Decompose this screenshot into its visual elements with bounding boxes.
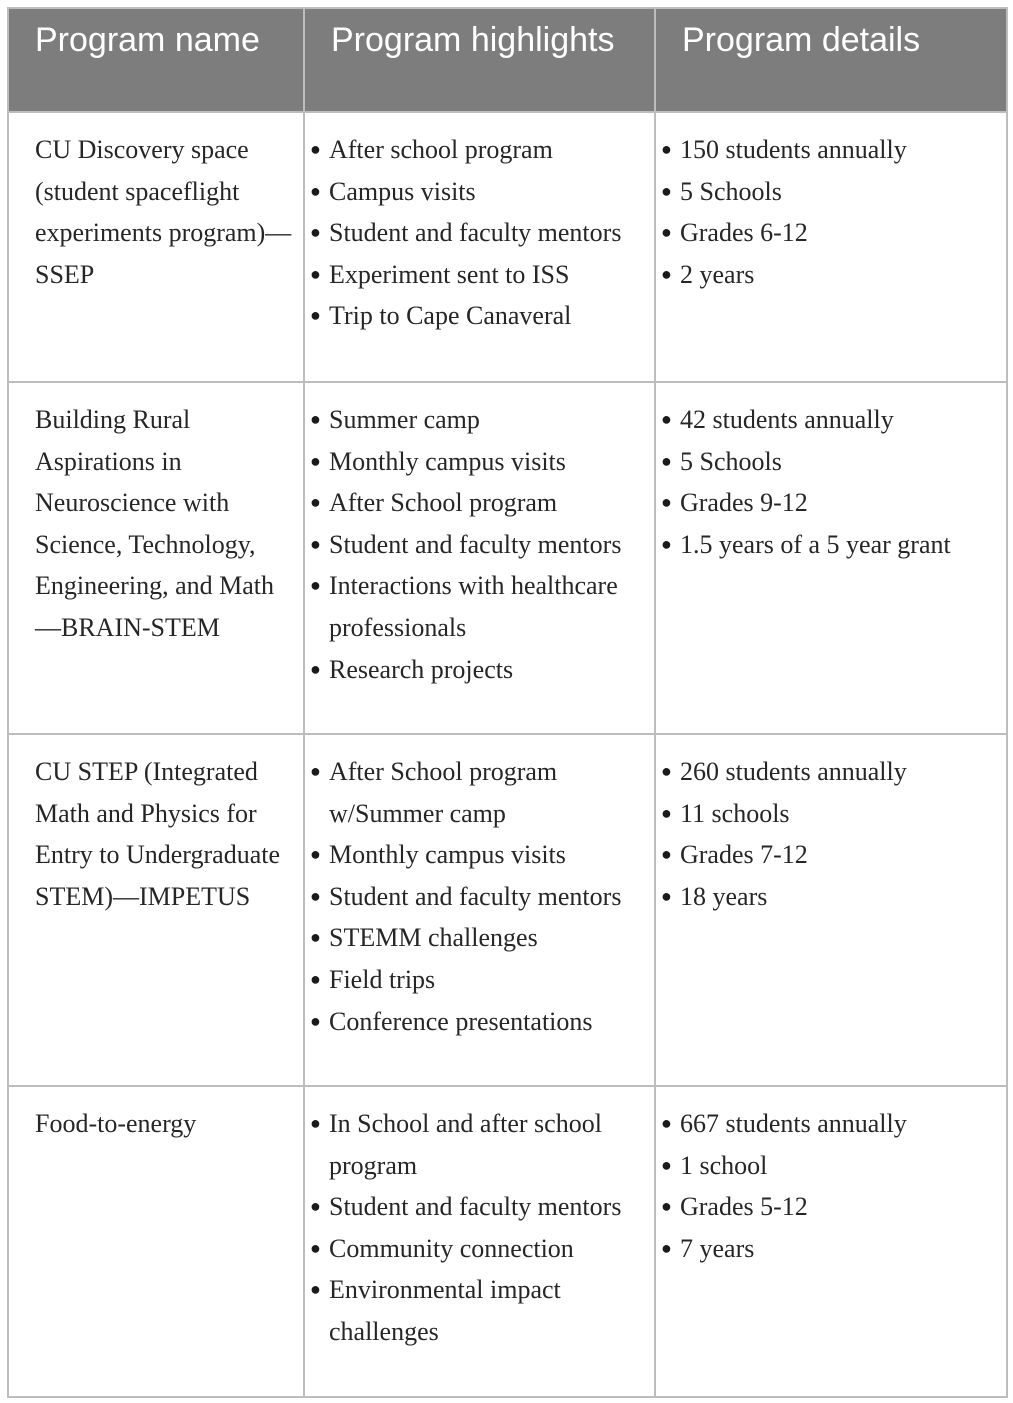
header-program-details: Program details <box>655 8 1007 112</box>
bullet-icon: ● <box>661 1237 672 1258</box>
bullet-icon: ● <box>310 575 321 596</box>
detail-item <box>660 129 996 171</box>
bullet-icon: ● <box>310 180 321 201</box>
bullet-icon: ● <box>661 222 672 243</box>
bullet-icon: ● <box>661 761 672 781</box>
highlight-item-text: Student and faculty mentors <box>329 1192 622 1222</box>
detail-item-text: 5 Schools <box>680 446 782 476</box>
highlight-item-text: Monthly campus visits <box>329 840 566 870</box>
program-name-cell: Building Rural Aspirations in Neuroscience with Science, Technology, Engineering, and Math—BRAIN-STEM <box>8 382 304 734</box>
highlight-item-text: Experiment sent to ISS <box>329 259 570 289</box>
program-highlights-cell <box>304 112 655 382</box>
program-details-cell <box>655 112 1007 382</box>
table-header <box>8 8 1007 112</box>
detail-item <box>660 482 996 524</box>
table-body <box>8 112 1007 1397</box>
detail-item-text: 667 students annually <box>680 1109 907 1138</box>
bullet-icon: ● <box>661 885 672 906</box>
bullet-icon: ● <box>310 968 321 989</box>
detail-item <box>660 1228 996 1270</box>
highlight-item-text: Student and faculty mentors <box>329 218 622 248</box>
highlight-item <box>309 482 644 524</box>
highlight-item-text: After School program <box>329 488 558 518</box>
highlight-item <box>309 649 644 691</box>
highlight-item-text: After School program w/Summer camp <box>329 757 558 828</box>
table-row <box>8 734 1007 1086</box>
highlight-item-text: Monthly campus visits <box>329 446 566 476</box>
detail-item <box>660 1145 996 1187</box>
detail-item <box>660 254 996 296</box>
program-highlights-cell <box>304 1086 655 1397</box>
program-details-cell-list <box>660 129 996 295</box>
programs-table <box>7 7 1008 1398</box>
detail-item-text: Grades 6-12 <box>680 218 808 248</box>
detail-item <box>660 834 996 876</box>
header-row <box>8 8 1007 112</box>
detail-item-text: 1 school <box>680 1150 768 1180</box>
detail-item <box>660 876 996 918</box>
detail-item <box>660 171 996 213</box>
highlight-item-text: Field trips <box>329 964 436 994</box>
program-highlights-cell <box>304 734 655 1086</box>
bullet-icon: ● <box>661 802 672 823</box>
highlight-item <box>309 565 644 648</box>
table-row <box>8 1086 1007 1397</box>
highlight-item <box>309 524 644 566</box>
detail-item-text: 18 years <box>680 881 768 911</box>
bullet-icon: ● <box>310 305 321 326</box>
detail-item-text: Grades 9-12 <box>680 488 808 518</box>
highlight-item <box>309 295 644 337</box>
detail-item-text: 260 students annually <box>680 757 907 786</box>
detail-item-text: 5 Schools <box>680 176 782 206</box>
bullet-icon: ● <box>310 658 321 679</box>
program-name-cell: Food-to-energy <box>8 1086 304 1397</box>
bullet-icon: ● <box>661 139 672 159</box>
bullet-icon: ● <box>661 263 672 284</box>
detail-item <box>660 751 996 793</box>
highlight-item-text: Environmental impact challenges <box>329 1275 561 1346</box>
highlight-item-text: Community connection <box>329 1233 574 1263</box>
bullet-icon: ● <box>661 450 672 471</box>
program-details-cell-list <box>660 399 996 565</box>
bullet-icon: ● <box>661 1113 672 1133</box>
highlight-item-text: Trip to Cape Canaveral <box>329 301 572 331</box>
table-row <box>8 382 1007 734</box>
highlight-item-text: Conference presentations <box>329 1006 593 1036</box>
program-details-cell-list <box>660 1103 996 1269</box>
highlight-item <box>309 876 644 918</box>
highlight-item <box>309 1228 644 1270</box>
highlight-item <box>309 399 644 441</box>
highlight-item <box>309 751 644 834</box>
bullet-icon: ● <box>661 533 672 554</box>
program-details-cell <box>655 1086 1007 1397</box>
header-program-highlights: Program highlights <box>304 8 655 112</box>
detail-item-text: 11 schools <box>680 798 790 828</box>
program-details-cell <box>655 734 1007 1086</box>
highlight-item <box>309 1001 644 1043</box>
bullet-icon: ● <box>661 1154 672 1175</box>
bullet-icon: ● <box>310 1279 321 1300</box>
program-name-cell: CU Discovery space (student spaceflight experiments program)—SSEP <box>8 112 304 382</box>
table-row <box>8 112 1007 382</box>
detail-item <box>660 1103 996 1145</box>
highlight-item-text: In School and after school program <box>329 1109 602 1180</box>
highlight-item <box>309 212 644 254</box>
detail-item-text: 150 students annually <box>680 135 907 164</box>
highlight-item <box>309 1186 644 1228</box>
program-highlights-cell-list <box>309 751 644 1042</box>
highlight-item-text: Summer camp <box>329 405 480 434</box>
bullet-icon: ● <box>310 1113 321 1133</box>
bullet-icon: ● <box>310 761 321 781</box>
bullet-icon: ● <box>310 450 321 471</box>
highlight-item-text: Research projects <box>329 654 514 684</box>
bullet-icon: ● <box>310 844 321 865</box>
bullet-icon: ● <box>310 139 321 159</box>
detail-item-text: 2 years <box>680 259 755 289</box>
highlight-item-text: Student and faculty mentors <box>329 529 622 559</box>
highlight-item <box>309 834 644 876</box>
program-highlights-cell-list <box>309 1103 644 1353</box>
detail-item <box>660 793 996 835</box>
detail-item <box>660 441 996 483</box>
detail-item <box>660 524 996 566</box>
highlight-item <box>309 959 644 1001</box>
detail-item-text: 1.5 years of a 5 year grant <box>680 529 951 559</box>
detail-item <box>660 212 996 254</box>
bullet-icon: ● <box>661 492 672 513</box>
detail-item-text: 42 students annually <box>680 405 894 434</box>
highlight-item <box>309 171 644 213</box>
highlight-item <box>309 129 644 171</box>
bullet-icon: ● <box>310 222 321 243</box>
highlight-item-text: After school program <box>329 135 553 164</box>
program-details-cell-list <box>660 751 996 917</box>
highlight-item <box>309 441 644 483</box>
bullet-icon: ● <box>310 1196 321 1217</box>
bullet-icon: ● <box>310 263 321 284</box>
highlight-item <box>309 1269 644 1352</box>
bullet-icon: ● <box>661 180 672 201</box>
bullet-icon: ● <box>661 409 672 429</box>
bullet-icon: ● <box>310 492 321 513</box>
bullet-icon: ● <box>310 1010 321 1031</box>
highlight-item-text: STEMM challenges <box>329 923 538 953</box>
program-details-cell <box>655 382 1007 734</box>
detail-item-text: 7 years <box>680 1233 755 1263</box>
bullet-icon: ● <box>310 885 321 906</box>
bullet-icon: ● <box>310 927 321 948</box>
highlight-item <box>309 254 644 296</box>
program-highlights-cell <box>304 382 655 734</box>
highlight-item <box>309 917 644 959</box>
program-name-cell: CU STEP (Integrated Math and Physics for Entry to Undergraduate STEM)—IMPETUS <box>8 734 304 1086</box>
detail-item-text: Grades 5-12 <box>680 1192 808 1222</box>
bullet-icon: ● <box>661 1196 672 1217</box>
detail-item <box>660 1186 996 1228</box>
program-highlights-cell-list <box>309 399 644 690</box>
bullet-icon: ● <box>310 409 321 429</box>
detail-item-text: Grades 7-12 <box>680 840 808 870</box>
program-highlights-cell-list <box>309 129 644 337</box>
bullet-icon: ● <box>661 844 672 865</box>
highlight-item-text: Interactions with healthcare professionals <box>329 571 618 642</box>
detail-item <box>660 399 996 441</box>
bullet-icon: ● <box>310 1237 321 1258</box>
header-program-name: Program name <box>8 8 304 112</box>
highlight-item-text: Campus visits <box>329 176 476 206</box>
highlight-item <box>309 1103 644 1186</box>
bullet-icon: ● <box>310 533 321 554</box>
highlight-item-text: Student and faculty mentors <box>329 881 622 911</box>
